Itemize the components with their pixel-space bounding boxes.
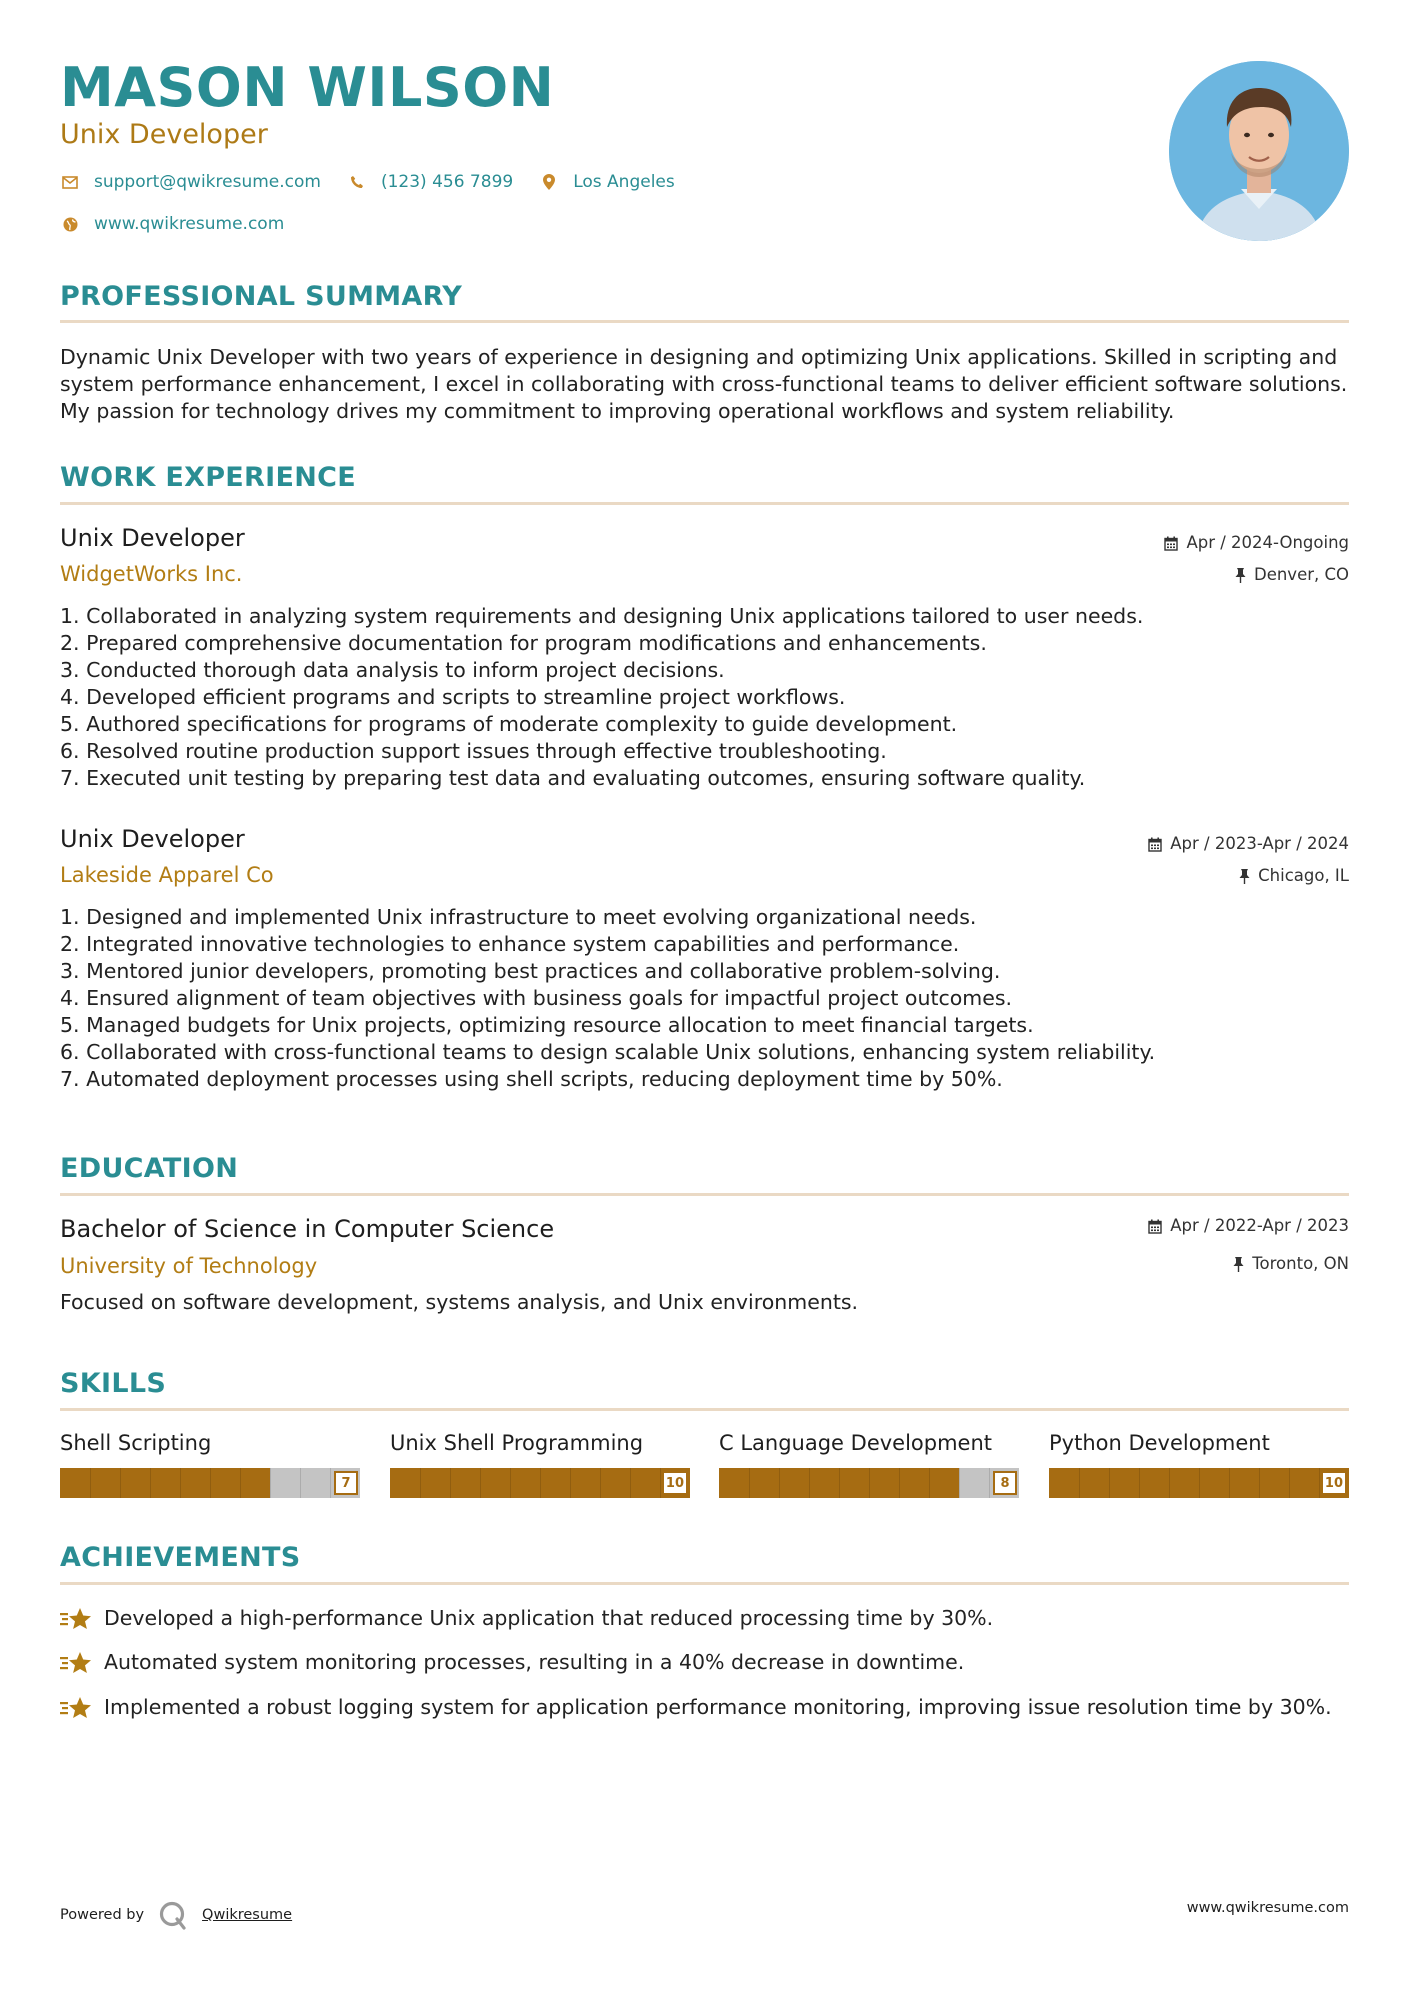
section-divider (60, 502, 1349, 505)
degree-title: Bachelor of Science in Computer Science (60, 1215, 555, 1243)
job-location (1239, 865, 1349, 887)
skill-bar-divider (1139, 1468, 1140, 1498)
achievement-item (60, 1649, 1350, 1684)
skill-bar-divider (929, 1468, 930, 1498)
achievements-heading: ACHIEVEMENTS (60, 1542, 301, 1573)
footer-brand-link[interactable]: Qwikresume (202, 1907, 293, 1923)
job-bullets (60, 603, 1350, 792)
website-item[interactable] (60, 214, 284, 234)
skill-bar-divider (270, 1468, 271, 1498)
envelope-icon (60, 172, 80, 192)
phone-item[interactable] (347, 172, 513, 192)
achievement-item (60, 1605, 1350, 1640)
education-description: Focused on software development, systems analysis, and Unix environments. (60, 1290, 859, 1314)
list-item: 3. Conducted thorough data analysis to inform project decisions. (60, 658, 725, 682)
skill-bar-divider (1169, 1468, 1170, 1498)
achievement-item (60, 1694, 1350, 1729)
skill-bar-divider (1289, 1468, 1290, 1498)
skill-bar-divider (540, 1468, 541, 1498)
skill-bar-divider (809, 1468, 810, 1498)
education-location-text: Toronto, ON (1252, 1254, 1349, 1273)
list-item: 7. Executed unit testing by preparing test data and evaluating outcomes, ensuring software quality. (60, 766, 1086, 790)
skill-bar-divider (150, 1468, 151, 1498)
qwikresume-logo-icon (158, 1900, 188, 1930)
school-name: University of Technology (60, 1254, 318, 1278)
list-item: 2. Integrated innovative technologies to enhance system capabilities and performance. (60, 932, 960, 956)
pushpin-icon (1235, 568, 1246, 583)
job-dates-text: Apr / 2023-Apr / 2024 (1170, 834, 1349, 853)
skill-bar-divider (1229, 1468, 1230, 1498)
pushpin-icon (1239, 869, 1250, 884)
skill-bar-divider (839, 1468, 840, 1498)
achievement-text: Developed a high-performance Unix application that reduced processing time by 30%. (104, 1606, 994, 1630)
email-item[interactable] (60, 172, 321, 192)
skill-bar (390, 1468, 690, 1498)
skills-heading: SKILLS (60, 1368, 167, 1399)
skill-bar-divider (1109, 1468, 1110, 1498)
skill-level-badge: 10 (662, 1471, 688, 1495)
skill-bar (1049, 1468, 1349, 1498)
website-text[interactable]: www.qwikresume.com (94, 214, 285, 234)
skill-bar-divider (300, 1468, 301, 1498)
list-item: 4. Developed efficient programs and scripts to streamline project workflows. (60, 685, 846, 709)
calendar-icon (1148, 1219, 1162, 1234)
list-item: 4. Ensured alignment of team objectives with business goals for impactful project outcomes. (60, 986, 1013, 1010)
contact-row-1 (60, 172, 701, 192)
skill-bar-divider (420, 1468, 421, 1498)
skill-bar-divider (1079, 1468, 1080, 1498)
achievement-text: Implemented a robust logging system for application performance monitoring, improving issue resolution time by 30%. (104, 1695, 1332, 1719)
contact-row-2 (60, 214, 310, 234)
skill-bar-divider (869, 1468, 870, 1498)
skill-bar-divider (450, 1468, 451, 1498)
list-item: 1. Designed and implemented Unix infrastructure to meet evolving organizational needs. (60, 905, 977, 929)
skill-bar-divider (330, 1468, 331, 1498)
candidate-name: MASON WILSON (60, 56, 555, 119)
job-title: Unix Developer (60, 825, 245, 853)
skill-bar-divider (1199, 1468, 1200, 1498)
skill-name: Python Development (1049, 1431, 1270, 1455)
skill-bar-divider (959, 1468, 960, 1498)
job-location-text: Chicago, IL (1258, 866, 1349, 885)
star-achievement-icon (60, 1694, 104, 1729)
skill-bar-divider (510, 1468, 511, 1498)
skill-bar-divider (180, 1468, 181, 1498)
job-location-text: Denver, CO (1253, 565, 1349, 584)
list-item: 3. Mentored junior developers, promoting best practices and collaborative problem-solving. (60, 959, 1001, 983)
skill-level-badge: 10 (1321, 1471, 1347, 1495)
skill-name: Shell Scripting (60, 1431, 212, 1455)
footer-url[interactable]: www.qwikresume.com (1186, 1900, 1349, 1916)
list-item: 1. Collaborated in analyzing system requirements and designing Unix applications tailored to user needs. (60, 604, 1144, 628)
skill-bar-divider (570, 1468, 571, 1498)
phone-text[interactable]: (123) 456 7899 (380, 172, 514, 192)
skill-bar-divider (480, 1468, 481, 1498)
skill-bar-divider (779, 1468, 780, 1498)
calendar-icon (1148, 837, 1162, 852)
section-divider (60, 1193, 1349, 1196)
job-location (1235, 564, 1349, 586)
skill-level-badge: 7 (334, 1471, 358, 1495)
skill-bar-divider (899, 1468, 900, 1498)
skill-bar-divider (660, 1468, 661, 1498)
skill-bar (719, 1468, 1019, 1498)
footer-powered-by (60, 1900, 292, 1930)
skill-level-badge: 8 (993, 1471, 1017, 1495)
skill-bar-divider (749, 1468, 750, 1498)
skill-bar-divider (1319, 1468, 1320, 1498)
job-dates (1148, 833, 1349, 855)
profile-photo (1169, 61, 1349, 241)
location-text: Los Angeles (573, 172, 675, 192)
skill-bar-divider (630, 1468, 631, 1498)
company-name: Lakeside Apparel Co (60, 863, 274, 887)
globe-icon (60, 214, 80, 234)
skill-bar-divider (1259, 1468, 1260, 1498)
education-dates (1148, 1215, 1349, 1237)
list-item: 7. Automated deployment processes using shell scripts, reducing deployment time by 50%. (60, 1067, 1003, 1091)
list-item: 2. Prepared comprehensive documentation for program modifications and enhancements. (60, 631, 987, 655)
skill-bar-divider (989, 1468, 990, 1498)
list-item: 5. Authored specifications for programs of moderate complexity to guide development. (60, 712, 958, 736)
phone-icon (347, 172, 367, 192)
powered-by-label: Powered by (60, 1907, 145, 1923)
job-dates (1164, 532, 1349, 554)
map-pin-icon (539, 172, 559, 192)
skill-bar-divider (240, 1468, 241, 1498)
achievement-text: Automated system monitoring processes, resulting in a 40% decrease in downtime. (104, 1650, 965, 1674)
email-text[interactable]: support@qwikresume.com (94, 172, 321, 192)
skill-name: Unix Shell Programming (390, 1431, 644, 1455)
section-divider (60, 1582, 1349, 1585)
skill-name: C Language Development (719, 1431, 993, 1455)
list-item: 5. Managed budgets for Unix projects, optimizing resource allocation to meet financial targets. (60, 1013, 1034, 1037)
pushpin-icon (1233, 1257, 1244, 1272)
location-item (539, 172, 675, 192)
list-item: 6. Collaborated with cross-functional teams to design scalable Unix solutions, enhancing system reliability. (60, 1040, 1156, 1064)
section-divider (60, 1408, 1349, 1411)
star-achievement-icon (60, 1649, 104, 1684)
skill-bar-divider (600, 1468, 601, 1498)
section-divider (60, 320, 1349, 323)
job-dates-text: Apr / 2024-Ongoing (1186, 533, 1349, 552)
skill-bar-divider (210, 1468, 211, 1498)
list-item: 6. Resolved routine production support issues through effective troubleshooting. (60, 739, 887, 763)
star-achievement-icon (60, 1605, 104, 1640)
job-title: Unix Developer (60, 524, 245, 552)
education-location (1233, 1253, 1349, 1275)
education-heading: EDUCATION (60, 1153, 239, 1184)
experience-heading: WORK EXPERIENCE (60, 462, 356, 493)
candidate-title: Unix Developer (60, 119, 268, 150)
skill-bar (60, 1468, 360, 1498)
job-bullets (60, 904, 1350, 1093)
summary-text: Dynamic Unix Developer with two years of experience in designing and optimizing Unix applications. Skilled in scripting and system performance enhancement, I excel in collaborating with cross-functional teams to deliver efficient software solutions. My passion for technology drives my commitment to improving operational workflows and system reliability. (60, 345, 1348, 423)
education-dates-text: Apr / 2022-Apr / 2023 (1170, 1216, 1349, 1235)
summary-heading: PROFESSIONAL SUMMARY (60, 281, 463, 312)
skill-bar-divider (90, 1468, 91, 1498)
company-name: WidgetWorks Inc. (60, 562, 243, 586)
skill-bar-divider (120, 1468, 121, 1498)
skill-bar-fill (60, 1468, 270, 1498)
calendar-icon (1164, 536, 1178, 551)
